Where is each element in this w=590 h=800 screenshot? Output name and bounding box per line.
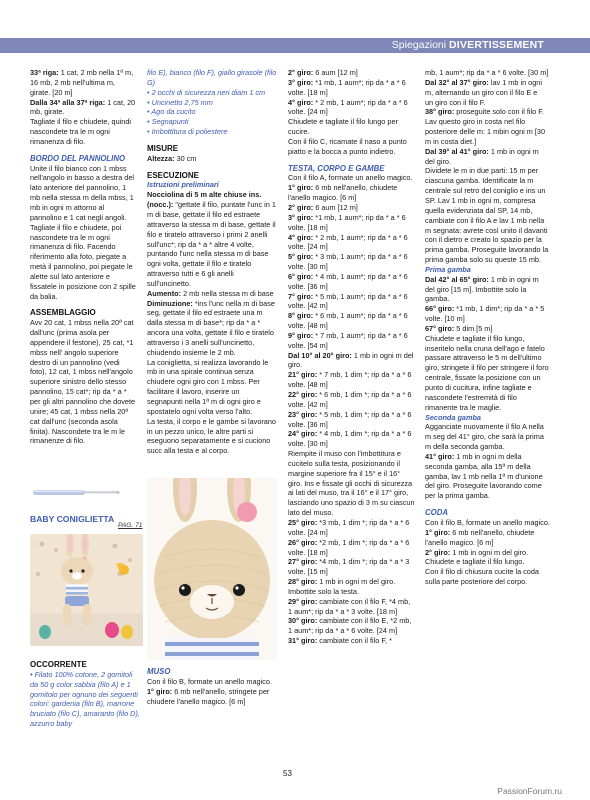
materials-item bbox=[147, 117, 277, 127]
instruction-lead: Nocciolina di 5 m alte chiuse ins. (nocc.): bbox=[147, 190, 262, 210]
instruction-paragraph bbox=[147, 677, 277, 687]
bunny-photo bbox=[30, 534, 143, 646]
instruction-text: 5 dim [5 m] bbox=[454, 323, 493, 333]
instruction-lead: Aumento: bbox=[147, 288, 182, 298]
instruction-paragraph bbox=[425, 557, 550, 567]
instruction-paragraph bbox=[30, 318, 137, 446]
instruction-lead: 8° giro: bbox=[288, 311, 314, 321]
instruction-text: cambiate con il filo F, *4 mb, 1 aum*; rip da * a * 3 volte. [18 m] bbox=[288, 596, 411, 616]
instruction-lead: 7° giro: bbox=[288, 291, 314, 301]
instruction-lead: 27° giro: bbox=[288, 557, 318, 567]
instruction-paragraph bbox=[288, 233, 416, 253]
instruction-lead: Dal 32° al 37° giro: bbox=[425, 77, 489, 87]
instruction-text: Dividete le m in due parti: 15 m per ciascuna gamba. Identificate la m centrale sul retro del coniglio e ins un SP. Lav 1 mb in ogni m, compresa quella evidenziata dal SP, 14 mb, cambiate con il filo A e lav 1 mb nella m segnata: avrete così unito il davanti con il dietro e creato lo spazio per la prima gamba. Proseguite lavorando la prima gamba solo su queste 15 mb. bbox=[425, 166, 549, 265]
page-number: 53 bbox=[283, 769, 292, 778]
instruction-text: Chiudete e tagliate il filo lungo, inseritelo nella cruna dell'ago e fatelo passare attraverso le 5 m dell'ultimo giro, stringete il filo per stringere il foro centrale, fissate la posizione con un punto di cucitura, infine tagliate e nascondete l'estremità di filo rimanente tra le maglie. bbox=[425, 333, 549, 412]
instruction-text: ESECUZIONE bbox=[147, 170, 200, 180]
instruction-paragraph bbox=[147, 289, 277, 299]
instruction-lead: 6° giro: bbox=[288, 271, 314, 281]
column-4 bbox=[425, 68, 550, 587]
instruction-text: Con il filo B, formate un anello magico. bbox=[147, 676, 272, 686]
instruction-paragraph bbox=[288, 518, 416, 538]
instruction-paragraph bbox=[425, 324, 550, 334]
instruction-lead: 28° giro: bbox=[288, 577, 318, 587]
instruction-text: La testa, il corpo e le gambe si lavorano in un pezzo unico, le altre parti si eseguono separatamente e si cuciono succ alla testa e al corpo. bbox=[147, 416, 276, 456]
instruction-lead: 4° giro: bbox=[288, 232, 314, 242]
instruction-text: 1 cat, 20 mb, girate. bbox=[30, 97, 136, 117]
instruction-paragraph bbox=[425, 548, 550, 558]
materials-item bbox=[147, 107, 277, 117]
instruction-text: Con il filo C, ricamate il naso a punto piatto e la bocca a punto indietro. bbox=[288, 136, 407, 156]
instruction-lead: 1° giro: bbox=[147, 686, 173, 696]
instruction-lead: 4° giro: bbox=[288, 97, 314, 107]
instruction-paragraph bbox=[288, 351, 416, 371]
instruction-paragraph bbox=[288, 68, 416, 78]
instruction-lead: 33ª riga: bbox=[30, 68, 59, 77]
instruction-lead: 67° giro: bbox=[425, 323, 455, 333]
instruction-text: Seconda gamba bbox=[425, 412, 481, 422]
instruction-lead: 2° giro: bbox=[425, 547, 451, 557]
materials-item bbox=[147, 127, 277, 137]
instruction-paragraph bbox=[288, 311, 416, 331]
instruction-text: *4 mb, 1 dim *; rip da * a * 3 volte. [15 m] bbox=[288, 557, 410, 577]
instruction-text: "gettate il filo, puntate l'unc in 1 m di base, gettate il filo ed estraete attraverso la stessa m di base, gettate il filo e tiratelo attraverso i primi 2 anelli sull'unc*; rip da * a * altre 4 volte, puntando l'unc nella stessa m di base ogni volta, gettate il filo e tiratelo attraverso tutti e 6 gli anelli sull'uncinetto. bbox=[147, 200, 276, 288]
instruction-paragraph bbox=[30, 68, 137, 98]
instruction-paragraph bbox=[288, 597, 416, 617]
instruction-lead: 1° giro: bbox=[288, 183, 314, 193]
instruction-paragraph bbox=[425, 68, 550, 78]
instruction-lead: 29° giro: bbox=[288, 596, 318, 606]
materials-column bbox=[30, 660, 141, 729]
section-header-bar bbox=[0, 38, 590, 53]
muso-column bbox=[147, 667, 277, 706]
instruction-lead: Dalla 34ª alla 37ª riga: bbox=[30, 97, 106, 107]
instruction-text: lav 1 mb in ogni m, alternando un giro con il filo E e bbox=[425, 77, 542, 97]
instruction-text: 30 cm bbox=[174, 153, 197, 163]
instruction-lead: Dal 42° al 65° giro: bbox=[425, 274, 489, 284]
instruction-paragraph bbox=[288, 538, 416, 558]
instruction-text: cambiate con il filo E, *2 mb, 1 aum*; rip da * a * 6 volte. [24 m] bbox=[288, 616, 412, 636]
instruction-paragraph bbox=[288, 173, 416, 183]
materials-item bbox=[147, 98, 277, 108]
instruction-text: * 7 mb, 1 aum*; rip da * a * 6 volte. [54 m] bbox=[288, 330, 408, 350]
section-heading bbox=[425, 508, 550, 518]
instruction-text: TESTA, CORPO E GAMBE bbox=[288, 163, 385, 173]
instruction-text: *2 mb, 1 dim *; rip da * a * 6 volte. [18 m] bbox=[288, 537, 410, 557]
instruction-paragraph bbox=[425, 452, 550, 501]
section-heading bbox=[147, 144, 277, 154]
instruction-paragraph bbox=[288, 183, 416, 203]
section-header-text bbox=[392, 39, 544, 52]
instruction-paragraph bbox=[425, 98, 550, 108]
instruction-paragraph bbox=[30, 117, 137, 147]
instruction-text: • Ago da cucito bbox=[147, 107, 196, 117]
instruction-text: proseguite solo con il filo F. Lav questo giro in costa nel filo posteriore delle m: 1 mbin ogni m [30 m in costa diet.] bbox=[425, 107, 546, 146]
subheading bbox=[147, 180, 277, 190]
instruction-lead: 30° giro: bbox=[288, 616, 318, 626]
header-section: Spiegazioni bbox=[391, 39, 447, 51]
instruction-paragraph bbox=[147, 358, 277, 417]
instruction-text: *1 mb, 1 aum*; rip da * a * 6 volte. [18 m] bbox=[288, 212, 406, 232]
instruction-text: 6 aum [12 m] bbox=[313, 68, 358, 77]
instruction-text: * 3 mb, 1 aum*; rip da * a * 6 volte. [30 m] bbox=[288, 252, 408, 272]
instruction-lead: Diminuzione: bbox=[147, 298, 193, 308]
instruction-paragraph bbox=[425, 166, 550, 264]
instruction-paragraph bbox=[147, 154, 277, 164]
section-heading bbox=[288, 164, 416, 174]
instruction-lead: 2° giro: bbox=[288, 68, 314, 77]
instruction-text: filo E), bianco (filo F), giallo girasole (filo G) bbox=[147, 68, 277, 87]
subheading bbox=[425, 413, 550, 423]
instruction-text: 6 mb nell'anello, stringete per chiudere l'anello magico. [6 m] bbox=[147, 686, 270, 706]
instruction-text: 1 mb in ogni m del giro. bbox=[288, 350, 414, 370]
instruction-lead: 66° giro: bbox=[425, 304, 455, 314]
instruction-text: 2 mb nella stessa m di base bbox=[181, 288, 274, 298]
instruction-text: ASSEMBLAGGIO bbox=[30, 308, 96, 318]
instruction-text: Istruzioni preliminari bbox=[147, 180, 219, 190]
instruction-text: OCCORRENTE bbox=[30, 660, 87, 669]
instruction-text: * 6 mb, 1 dim *; rip da * a * 6 volte. [42 m] bbox=[288, 390, 412, 409]
instruction-lead: Altezza: bbox=[147, 153, 175, 163]
instruction-paragraph bbox=[425, 107, 550, 146]
instruction-text: • Imbottitura di poliestere bbox=[147, 127, 228, 137]
instruction-paragraph bbox=[288, 577, 416, 597]
instruction-paragraph bbox=[425, 518, 550, 528]
instruction-text: * 5 mb, 1 aum*; rip da * a * 6 volte. [42 m] bbox=[288, 291, 408, 311]
instruction-text: • Uncinetto 2,75 mm bbox=[147, 97, 213, 107]
instruction-text: Unite il filo bianco con 1 mbss nell'angolo in basso a destra del lato anteriore del pannolino, 1 mb nella stessa m della mbss, 1 mb in ogni m attorno al pannolino e 1 cat negli angoli. Tagliate il filo e chiudete, poi nascondete tra le m ogni rimanenza di filo. Facendo riferimento alla foto, piegate a metà il pannolino, poi piegate le alette sul lato anteriore e fissatele in posizione con 2 spille da balia. bbox=[30, 163, 136, 301]
instruction-lead: 38° giro: bbox=[425, 107, 455, 117]
instruction-paragraph bbox=[288, 78, 416, 98]
instruction-text: * 2 mb, 1 aum*; rip da * a * 6 volte. [24 m] bbox=[288, 97, 408, 117]
instruction-text: • 2 occhi di sicurezza neri diam 1 cm bbox=[147, 87, 266, 97]
materials-item bbox=[147, 88, 277, 98]
instruction-text: Prima gamba bbox=[425, 264, 471, 274]
materials-item bbox=[30, 670, 141, 729]
instruction-paragraph bbox=[288, 410, 416, 430]
column-3 bbox=[288, 68, 416, 646]
subheading bbox=[425, 265, 550, 275]
instruction-paragraph bbox=[425, 78, 550, 98]
instruction-text: 6 mb nell'anello, chiudete l'anello magico. [6 m] bbox=[288, 183, 398, 203]
instruction-paragraph bbox=[288, 370, 416, 390]
instruction-lead: 41° giro: bbox=[425, 451, 455, 461]
instruction-paragraph bbox=[288, 331, 416, 351]
instruction-text: * 5 mb, 1 dim *; rip da * a * 6 volte. [36 m] bbox=[288, 409, 412, 429]
bunny-head-photo bbox=[147, 478, 277, 660]
page-reference-link[interactable]: PAG. 71 bbox=[118, 522, 143, 529]
instruction-text: 6 aum [12 m] bbox=[313, 202, 358, 212]
section-heading bbox=[147, 667, 277, 677]
instruction-paragraph bbox=[425, 528, 550, 548]
instruction-text: mb, 1 aum*; rip da * a * 6 volte. [30 m] bbox=[425, 68, 549, 77]
instruction-paragraph bbox=[425, 147, 550, 167]
instruction-paragraph bbox=[30, 98, 137, 118]
instruction-lead: 21° giro: bbox=[288, 370, 318, 380]
instruction-text: Con il filo B, formate un anello magico. bbox=[425, 517, 550, 527]
instruction-lead: 3° giro: bbox=[288, 77, 314, 87]
instruction-text: BORDO DEL PANNOLINO bbox=[30, 153, 126, 163]
instruction-lead: 1° giro: bbox=[425, 527, 451, 537]
instruction-paragraph bbox=[288, 117, 416, 137]
instruction-paragraph bbox=[425, 422, 550, 452]
instruction-text: * 2 mb, 1 aum*; rip da * a * 6 volte. [24 m] bbox=[288, 232, 408, 252]
header-category: DIVERTISSEMENT bbox=[449, 39, 544, 51]
instruction-paragraph bbox=[147, 417, 277, 456]
instruction-paragraph bbox=[288, 213, 416, 233]
instruction-paragraph bbox=[288, 292, 416, 312]
instruction-lead: 24° giro: bbox=[288, 429, 318, 439]
instruction-text: 1 mb in ogni m della seconda gamba, alla 15ª m della gamba, lav 1 mb nella 1ª m d'unione del giro. Proseguite lavorando come per la prima gamba. bbox=[425, 451, 543, 501]
instruction-paragraph bbox=[288, 390, 416, 410]
pattern-title: BABY CONIGLIETTA bbox=[30, 514, 115, 524]
materials-item bbox=[147, 68, 277, 88]
instruction-lead: 22° giro: bbox=[288, 390, 318, 399]
instruction-paragraph bbox=[425, 304, 550, 324]
instruction-lead: 9° giro: bbox=[288, 330, 314, 340]
instruction-text: * 4 mb, 1 dim *; rip da * a * 6 volte. [30 m] bbox=[288, 429, 412, 449]
instruction-text: La coniglietta, si realizza lavorando le mb in una spirale continua senza chiudere ogni giro con 1 mbss. Per facilitare il lavoro, inserire un segnapunti nella 1ª m di ogni giro e spostatelo ogni volta verso l'alto. bbox=[147, 357, 269, 416]
instruction-lead: 23° giro: bbox=[288, 409, 318, 419]
instruction-text: *ins l'unc nella m di base seg, gettate il filo ed estraete una m dalla stessa m di base*; rip da * a * ancora una volta, gettate il filo e tiratelo attraverso i 3 anelli sull'uncinetto, chiudendo insieme le 2 mb. bbox=[147, 298, 275, 357]
instruction-text: *1 mb, 1 aum*; rip da * a * 6 volte. [18 m] bbox=[288, 77, 406, 97]
instruction-text: CODA bbox=[425, 508, 448, 518]
instruction-text: 6 mb nell'anello, chiudete l'anello magico. [6 m] bbox=[425, 527, 535, 547]
instruction-paragraph bbox=[147, 687, 277, 707]
instruction-text: *3 mb, 1 dim *; rip da * a * 6 volte. [24 m] bbox=[288, 517, 410, 537]
instruction-paragraph bbox=[147, 190, 277, 288]
instruction-paragraph bbox=[425, 334, 550, 413]
instruction-text: Con il filo di chiusura cucite la coda sulla parte posteriore del corpo. bbox=[425, 567, 539, 587]
instruction-text: Agganciate nuovamente il filo A nella m seg del 41° giro, che sarà la prima m della seconda gamba. bbox=[425, 422, 544, 452]
instruction-text: * 7 mb, 1 dim *; rip da * a * 6 volte. [48 m] bbox=[288, 370, 412, 390]
section-heading bbox=[30, 308, 137, 318]
instruction-text: Chiudete e tagliate il filo lungo. bbox=[425, 557, 525, 567]
instruction-text: * 6 mb, 1 aum*; rip da * a * 6 volte. [48 m] bbox=[288, 311, 408, 331]
instruction-lead: Dal 39° al 41° giro: bbox=[425, 146, 489, 156]
instruction-paragraph bbox=[288, 98, 416, 118]
section-heading bbox=[30, 154, 137, 164]
section-heading bbox=[30, 660, 141, 670]
instruction-text: Con il filo A, formate un anello magico. bbox=[288, 173, 413, 183]
instruction-text: cambiate con il filo F, * bbox=[317, 636, 392, 646]
instruction-lead: 3° giro: bbox=[288, 212, 314, 222]
column-1 bbox=[30, 68, 137, 446]
instruction-text: Chiudete e tagliate il filo lungo per cucire. bbox=[288, 117, 398, 137]
instruction-paragraph bbox=[425, 275, 550, 305]
instruction-paragraph bbox=[288, 557, 416, 577]
instruction-paragraph bbox=[288, 137, 416, 157]
section-heading bbox=[147, 171, 277, 181]
instruction-text: *1 mb, 1 dim*; rip da * a * 5 volte. [10 m] bbox=[425, 304, 545, 324]
instruction-lead: 25° giro: bbox=[288, 517, 318, 527]
instruction-text: MISURE bbox=[147, 143, 179, 153]
instruction-paragraph bbox=[425, 567, 550, 587]
instruction-text: 1 mb in ogni m del giro. bbox=[450, 547, 529, 557]
instruction-text: • Segnapunti bbox=[147, 117, 189, 127]
instruction-paragraph bbox=[288, 449, 416, 518]
instruction-text: 1 mb in ogni m del giro. bbox=[425, 146, 539, 166]
instruction-lead: 26° giro: bbox=[288, 537, 318, 547]
instruction-text: Avv 20 cat, 1 mbss nella 20ª cat dall'unc (prima asola per appendere il festone), 25 cat, *1 mbss nell' angolo superiore destro di un pannolino (vedi foto), 12 cat, 1 mbss nell'angolo superiore sinistro dello stesso pannolino, 15 cat*; rip da * a * per gli altri pannolino che dovete unire; 45 cat, 1 mbss nella 20ª cat dall'unc (seconda asola finita). Nascondete tra le m le rimanenze di filo. bbox=[30, 318, 136, 446]
instruction-paragraph bbox=[288, 272, 416, 292]
column-2 bbox=[147, 68, 277, 456]
instruction-text: 1 mb in ogni m del giro [15 m]. Imbottite solo la gamba. bbox=[425, 274, 539, 304]
instruction-paragraph bbox=[288, 616, 416, 636]
watermark: PassionForum.ru bbox=[497, 786, 562, 796]
instruction-lead: 5° giro: bbox=[288, 252, 314, 262]
instruction-lead: 2° giro: bbox=[288, 202, 314, 212]
instruction-text: * 4 mb, 1 aum*; rip da * a * 6 volte. [36 m] bbox=[288, 271, 408, 291]
instruction-paragraph bbox=[288, 203, 416, 213]
instruction-text: MUSO bbox=[147, 667, 171, 676]
instruction-paragraph bbox=[288, 429, 416, 449]
instruction-text: Riempite il muso con l'imbottitura e cucitelo sulla testa, posizionando il margine superiore fra il 15° e il 16° giro. Ins e fissate gli occhi di sicurezza ai lati del muso, tra il 16° e il 17° giro, lasciando uno spazio di 3 m su ciascun lato del muso. bbox=[288, 449, 415, 518]
instruction-text: un giro con il filo F. bbox=[425, 97, 486, 107]
instruction-lead: 31° giro: bbox=[288, 636, 318, 646]
instruction-paragraph bbox=[288, 636, 416, 646]
instruction-paragraph bbox=[147, 299, 277, 358]
instruction-paragraph bbox=[30, 164, 137, 302]
instruction-text: 1 cat, 2 mb nella 1ª m, 16 mb, 2 mb nell'ultima m, girate. [20 m] bbox=[30, 68, 134, 97]
instruction-text: Tagliate il filo e chiudete, quindi nascondete tra le m ogni rimanenza di filo. bbox=[30, 117, 132, 146]
instruction-lead: Dal 10° al 20° giro: bbox=[288, 350, 352, 360]
instruction-text: • Filato 100% cotone, 2 gomitoli da 50 g color sabbia (filo A) e 1 gomitolo per ognuno dei seguenti colori: gardenia (filo B), marrone bruciato (filo C), amaranto (filo D), azzurro baby bbox=[30, 669, 140, 729]
crochet-hook-illustration bbox=[30, 484, 122, 500]
instruction-text: 1 mb in ogni m del giro. Imbottite solo la testa. bbox=[288, 577, 396, 596]
instruction-paragraph bbox=[288, 252, 416, 272]
